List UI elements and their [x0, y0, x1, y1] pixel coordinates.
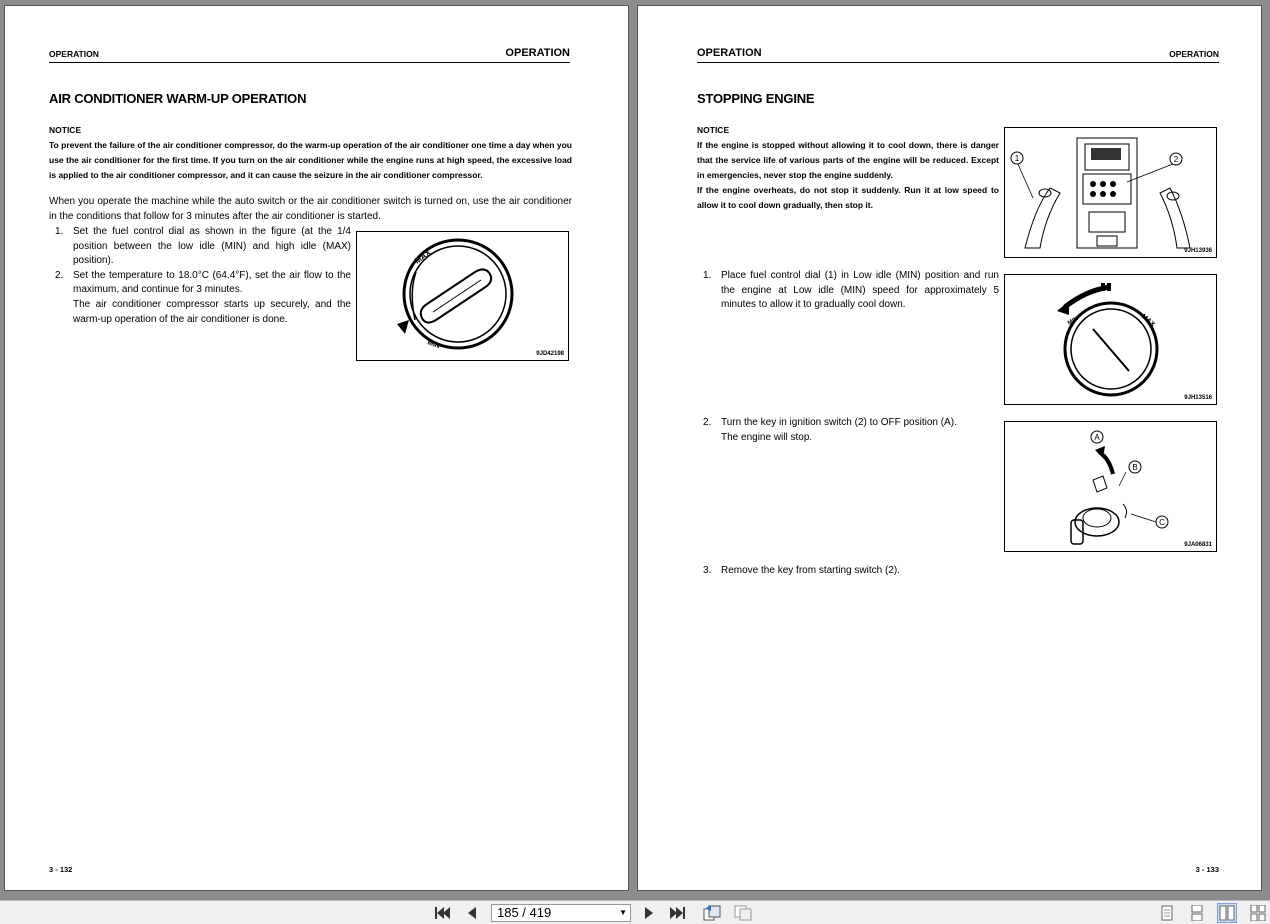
page-number-input[interactable] — [491, 904, 631, 922]
page-number: 3 - 133 — [1195, 865, 1219, 874]
position-a-label: A — [1094, 433, 1100, 442]
cab-controls-figure — [1004, 127, 1217, 258]
next-view-icon[interactable] — [733, 903, 753, 923]
fuel-dial-min-figure — [1004, 274, 1217, 405]
position-b-label: B — [1132, 463, 1138, 472]
list-item: 2. Turn the key in ignition switch (2) to OFF position (A). The engine will stop. — [703, 417, 957, 443]
step-note: The air conditioner compressor starts up securely, and the warm-up operation of the air conditioner is done. — [73, 298, 351, 325]
continuous-facing-view-icon[interactable] — [1248, 903, 1268, 923]
fuel-dial-figure — [356, 231, 569, 361]
step-1 — [703, 269, 999, 313]
previous-page-icon[interactable] — [462, 903, 482, 923]
notice-heading: NOTICE — [49, 125, 82, 135]
chevron-down-icon[interactable]: ▼ — [619, 908, 627, 917]
page-header — [697, 44, 1219, 63]
next-page-icon[interactable] — [639, 903, 659, 923]
min-label: MIN — [1067, 316, 1080, 327]
step-3 — [703, 564, 999, 579]
section-title: STOPPING ENGINE — [697, 91, 815, 106]
figure-code: 9JA06831 — [1184, 542, 1212, 548]
left-page — [4, 5, 629, 891]
header-right-label: OPERATION — [505, 47, 570, 59]
page-header — [49, 44, 570, 63]
list-item: 3. Remove the key from starting switch (2). — [703, 565, 900, 576]
last-page-icon[interactable] — [668, 903, 688, 923]
callout-1: 1 — [1014, 154, 1020, 163]
max-label: MAX — [1139, 313, 1157, 329]
notice-text: To prevent the failure of the air conditioner compressor, do the warm-up operation of the air conditioner one time a day when you use the air conditioner for the first time. If you turn on the air conditioner while the engine runs at high speed, the excessive load is applied to the air conditioner compressor, and it can cause the seizure in the air conditioner compressor. — [49, 140, 572, 180]
key-switch-illustration — [1005, 422, 1216, 551]
callout-2: 2 — [1173, 155, 1179, 164]
viewer-toolbar — [0, 900, 1270, 924]
intro-paragraph: When you operate the machine while the auto switch or the air conditioner switch is turned on, use the air conditioner in the conditions that follow for 3 minutes after the air conditioner is started. — [49, 196, 572, 222]
section-title: AIR CONDITIONER WARM-UP OPERATION — [49, 91, 307, 106]
fuel-dial-illustration — [357, 232, 568, 360]
single-page-view-icon[interactable] — [1157, 903, 1177, 923]
notice-heading: NOTICE — [697, 125, 730, 135]
fuel-dial-min-illustration — [1005, 275, 1216, 404]
continuous-view-icon[interactable] — [1187, 903, 1207, 923]
key-switch-figure — [1004, 421, 1217, 552]
figure-code: 9JH13936 — [1184, 248, 1212, 254]
cab-controls-illustration — [1005, 128, 1216, 257]
header-right-label: OPERATION — [1169, 49, 1219, 59]
max-label: MAX — [412, 248, 433, 266]
notice-text: If the engine is stopped without allowing it to cool down, there is danger that the service life of various parts of the engine will be reduced. Except in emergencies, never stop the engine suddenly. If the engine overheats, do not stop it suddenly. Run it at low speed to allow it to cool down gradually, then stop it. — [697, 140, 999, 210]
position-c-label: C — [1159, 518, 1165, 527]
figure-code: 9JH13516 — [1184, 395, 1212, 401]
page-number: 3 - 132 — [49, 865, 73, 874]
steps-list — [55, 225, 351, 327]
header-left-label: OPERATION — [697, 47, 762, 59]
list-item: 1. Set the fuel control dial as shown in the figure (at the 1/4 position between the low idle (MIN) and high idle (MAX) position). — [55, 226, 351, 267]
page-display: 185 / 419 — [497, 905, 552, 920]
min-label: MIN — [426, 339, 441, 351]
header-left-label: OPERATION — [49, 49, 99, 59]
first-page-icon[interactable] — [432, 903, 452, 923]
list-item: 2. Set the temperature to 18.0°C (64.4°F), set the air flow to the maximum, and continue for 3 minutes. — [55, 269, 351, 296]
figure-code: 9JD42198 — [536, 351, 564, 357]
right-page — [637, 5, 1262, 891]
facing-view-icon[interactable] — [1217, 903, 1237, 923]
list-item: 1. Place fuel control dial (1) in Low idle (MIN) position and run the engine at Low idle (MIN) speed for approximately 5 minutes to allow it to gradually cool down. — [703, 270, 999, 311]
previous-view-icon[interactable] — [702, 903, 722, 923]
step-2 — [703, 416, 999, 445]
